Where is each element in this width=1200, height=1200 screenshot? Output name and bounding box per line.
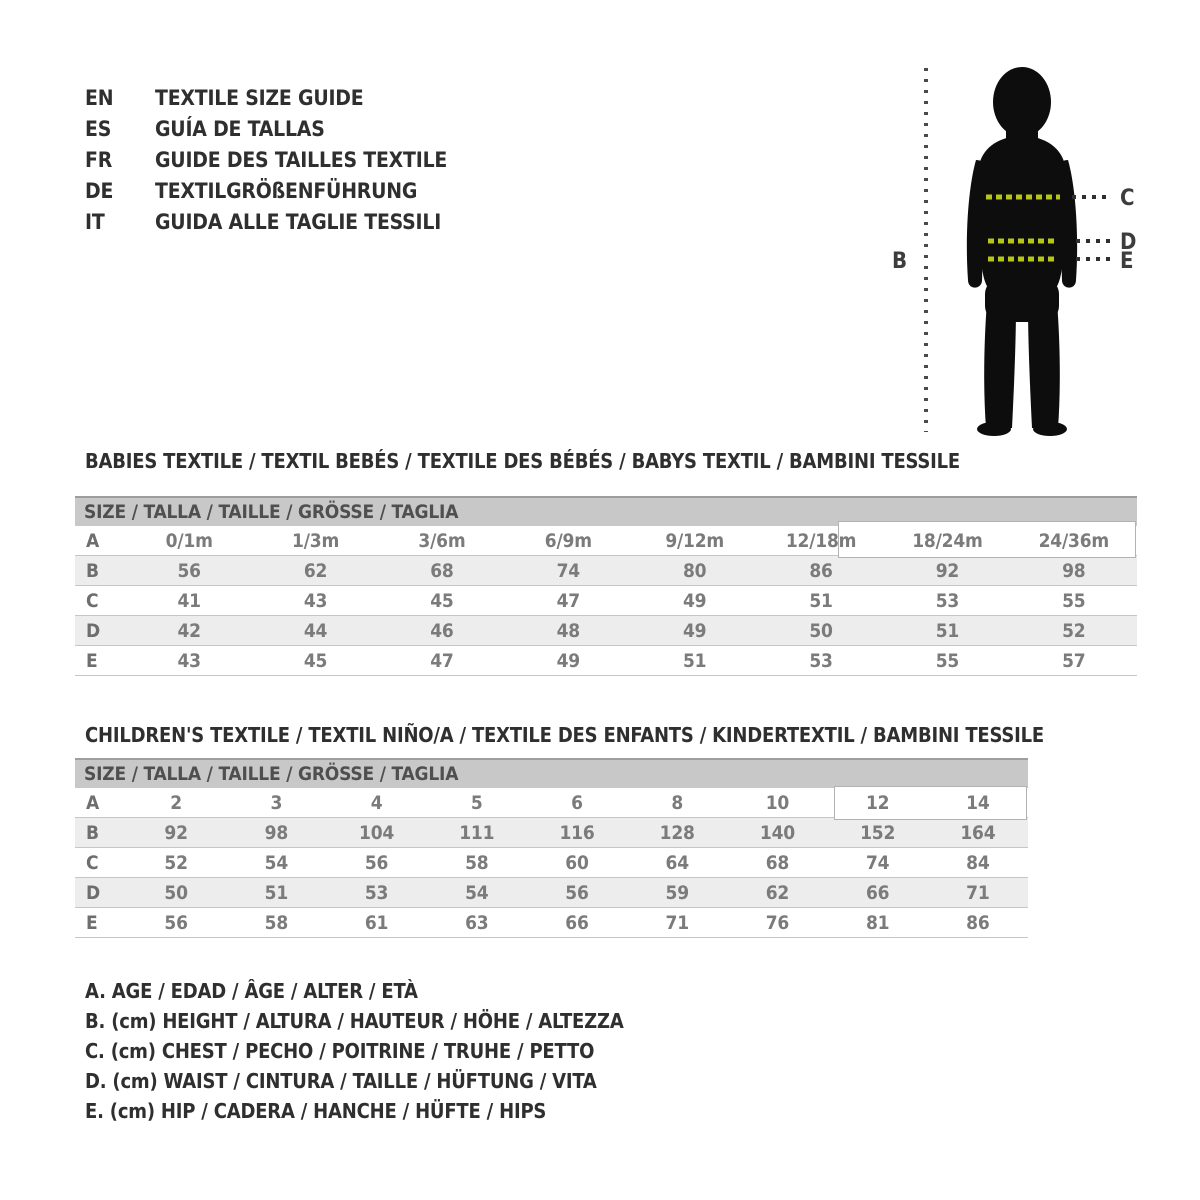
table-cell: 0/1m: [165, 529, 213, 552]
table-cell: 47: [430, 649, 454, 672]
table-cell: 49: [682, 619, 707, 642]
table-cell: 54: [264, 851, 289, 874]
table-cell: 55: [1062, 589, 1086, 612]
table-cell: 92: [935, 559, 960, 582]
table-cell: 53: [364, 881, 389, 904]
language-label: GUÍA DE TALLAS: [155, 116, 325, 141]
table-cell: 128: [659, 821, 695, 844]
table-cell: 98: [264, 821, 289, 844]
size-header-label: SIZE / TALLA / TAILLE / GRÖSSE / TAGLIA: [84, 763, 459, 785]
table-cell: 56: [177, 559, 201, 582]
row-label: D: [86, 881, 100, 904]
language-label: TEXTILE SIZE GUIDE: [155, 85, 364, 110]
table-row-d: [75, 616, 1137, 646]
table-cell: 46: [430, 619, 454, 642]
table-cell: 42: [177, 619, 201, 642]
table-cell: 59: [665, 881, 689, 904]
babies-size-table: [75, 496, 1137, 676]
table-cell: 98: [1062, 559, 1086, 582]
size-header-label: SIZE / TALLA / TAILLE / GRÖSSE / TAGLIA: [84, 501, 459, 523]
table-cell: 49: [556, 649, 580, 672]
table-cell: 54: [465, 881, 489, 904]
height-label: B: [892, 249, 907, 274]
table-cell: 3/6m: [418, 529, 466, 552]
table-cell: 6/9m: [544, 529, 592, 552]
table-cell: 64: [665, 851, 689, 874]
table-cell: 56: [364, 851, 389, 874]
table-cell: 9/12m: [665, 529, 725, 552]
table-row-c: [75, 848, 1028, 878]
table-cell: 43: [303, 589, 328, 612]
babies-section-title: BABIES TEXTILE / TEXTIL BEBÉS / TEXTILE DES BÉBÉS / BABYS TEXTIL / BAMBINI TESSILE: [85, 449, 961, 473]
table-cell: 60: [565, 851, 589, 874]
table-cell: 81: [865, 911, 890, 934]
table-cell: 41: [177, 589, 201, 612]
silhouette-right-leg: [1028, 302, 1060, 428]
silhouette-right-foot: [1033, 422, 1067, 436]
table-cell: 44: [303, 619, 328, 642]
table-cell: 111: [459, 821, 495, 844]
table-cell: 57: [1062, 649, 1086, 672]
table-cell: 2: [170, 791, 182, 814]
table-cell: 140: [759, 821, 795, 844]
row-label: A: [86, 791, 100, 814]
language-row: [85, 206, 447, 237]
legend-item: E. (cm) HIP / CADERA / HANCHE / HÜFTE / HIPS: [85, 1099, 547, 1123]
legend-item: D. (cm) WAIST / CINTURA / TAILLE / HÜFTUNG / VITA: [85, 1069, 597, 1093]
children-size-table: [75, 758, 1028, 938]
table-cell: 63: [465, 911, 489, 934]
table-cell: 68: [765, 851, 790, 874]
table-cell: 56: [164, 911, 188, 934]
table-cell: 51: [809, 589, 833, 612]
row-label: D: [86, 619, 100, 642]
language-row: [85, 82, 447, 113]
table-cell: 8: [671, 791, 684, 814]
language-code: IT: [85, 209, 105, 234]
table-cell: 45: [303, 649, 328, 672]
row-label: E: [86, 649, 98, 672]
silhouette-left-foot: [977, 422, 1011, 436]
legend-list: [85, 976, 624, 1126]
table-cell: 92: [164, 821, 188, 844]
table-cell: 1/3m: [292, 529, 340, 552]
table-cell: 55: [935, 649, 960, 672]
language-label: GUIDA ALLE TAGLIE TESSILI: [155, 209, 442, 234]
table-row-e: [75, 908, 1028, 938]
table-cell: 58: [465, 851, 489, 874]
language-list: [85, 82, 447, 237]
table-cell: 66: [865, 881, 890, 904]
table-cell: 45: [430, 589, 454, 612]
table-cell: 18/24m: [912, 529, 983, 552]
row-label: E: [86, 911, 98, 934]
legend-item: A. AGE / EDAD / ÂGE / ALTER / ETÀ: [85, 979, 418, 1003]
table-cell: 47: [556, 589, 580, 612]
table-cell: 74: [865, 851, 890, 874]
language-code: DE: [85, 178, 114, 203]
legend-item: C. (cm) CHEST / PECHO / POITRINE / TRUHE / PETTO: [85, 1039, 595, 1063]
child-silhouette: [967, 67, 1077, 436]
table-cell: 74: [556, 559, 580, 582]
table-cell: 50: [809, 619, 833, 642]
language-label: TEXTILGRÖßENFÜHRUNG: [155, 178, 418, 203]
table-cell: 43: [177, 649, 201, 672]
table-cell: 49: [682, 589, 707, 612]
table-cell: 104: [359, 821, 395, 844]
table-cell: 86: [809, 559, 833, 582]
waist-label: D: [1120, 230, 1137, 255]
table-cell: 58: [264, 911, 289, 934]
table-cell: 116: [559, 821, 595, 844]
table-cell: 80: [682, 559, 707, 582]
language-code: FR: [85, 147, 113, 172]
table-cell: 61: [364, 911, 389, 934]
children-table-rows: [75, 788, 1028, 938]
table-cell: 6: [571, 791, 583, 814]
table-row-c: [75, 586, 1137, 616]
row-label: A: [86, 529, 100, 552]
table-cell: 51: [682, 649, 707, 672]
table-row-e: [75, 646, 1137, 676]
table-cell: 51: [935, 619, 960, 642]
table-cell: 3: [270, 791, 283, 814]
table-cell: 10: [765, 791, 790, 814]
language-row: [85, 175, 447, 206]
table-cell: 52: [1062, 619, 1086, 642]
table-row-b: [75, 556, 1137, 586]
table-cell: 14: [966, 791, 990, 814]
row-label: C: [86, 851, 99, 874]
table-cell: 4: [370, 791, 383, 814]
table-cell: 53: [935, 589, 960, 612]
row-label: C: [86, 589, 99, 612]
legend-item: B. (cm) HEIGHT / ALTURA / HAUTEUR / HÖHE / ALTEZZA: [85, 1009, 624, 1033]
table-cell: 53: [809, 649, 833, 672]
babies-table-rows: [75, 526, 1137, 676]
table-cell: 71: [966, 881, 990, 904]
table-cell: 164: [960, 821, 996, 844]
table-cell: 56: [565, 881, 589, 904]
table-cell: 52: [164, 851, 188, 874]
row-label: B: [86, 821, 99, 844]
language-code: ES: [85, 116, 112, 141]
language-row: [85, 144, 447, 175]
language-row: [85, 113, 447, 144]
language-code: EN: [85, 85, 114, 110]
children-section-title: CHILDREN'S TEXTILE / TEXTIL NIÑO/A / TEXTILE DES ENFANTS / KINDERTEXTIL / BAMBINI TESSILE: [85, 723, 1044, 747]
table-cell: 66: [565, 911, 589, 934]
table-cell: 5: [470, 791, 483, 814]
chest-label: C: [1120, 186, 1135, 211]
hip-label: E: [1120, 249, 1134, 274]
silhouette-left-leg: [984, 302, 1016, 428]
table-cell: 48: [556, 619, 580, 642]
table-cell: 86: [966, 911, 990, 934]
table-cell: 62: [303, 559, 328, 582]
table-cell: 76: [765, 911, 790, 934]
child-figure-diagram: [880, 40, 1200, 460]
table-cell: 12/18m: [785, 529, 857, 552]
table-cell: 12: [865, 791, 890, 814]
children-table-header: [75, 758, 1028, 788]
table-cell: 24/36m: [1038, 529, 1110, 552]
row-label: B: [86, 559, 99, 582]
table-row-d: [75, 878, 1028, 908]
table-row-b: [75, 818, 1028, 848]
table-cell: 84: [966, 851, 990, 874]
table-cell: 68: [430, 559, 454, 582]
table-cell: 152: [860, 821, 896, 844]
table-cell: 50: [164, 881, 188, 904]
table-cell: 71: [665, 911, 689, 934]
language-label: GUIDE DES TAILLES TEXTILE: [155, 147, 448, 172]
table-cell: 62: [765, 881, 790, 904]
table-cell: 51: [264, 881, 289, 904]
